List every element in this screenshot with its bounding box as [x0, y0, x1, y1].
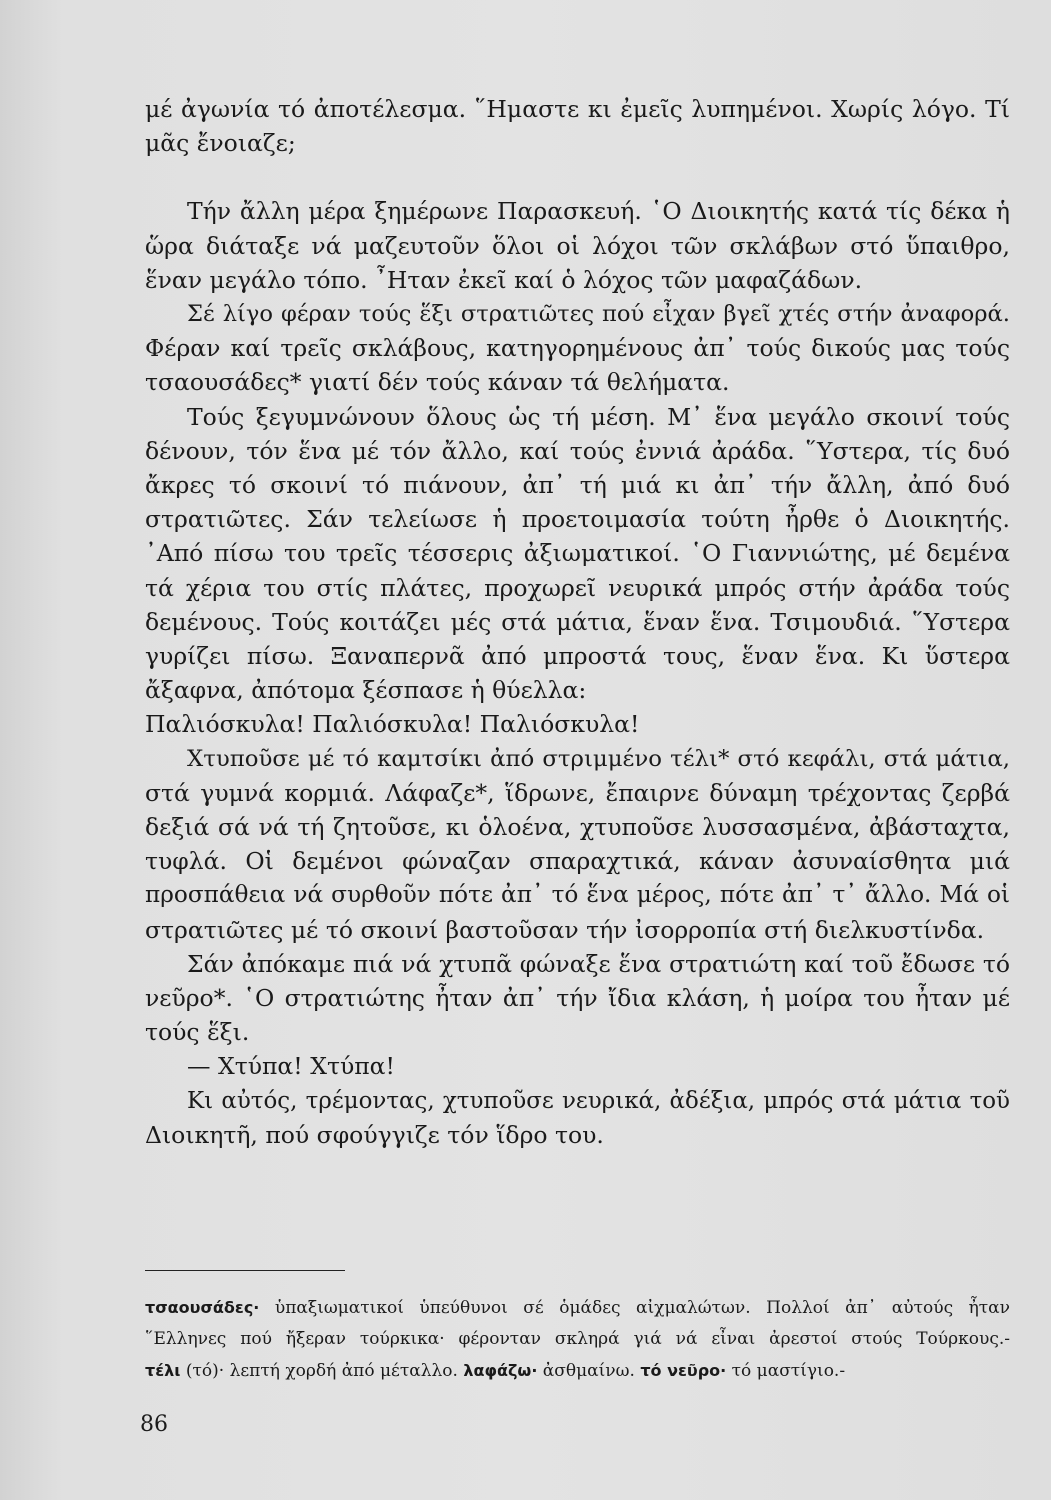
footnote-line — [145, 1355, 1010, 1387]
footnote-text: (τό)· λεπτή χορδή ἀπό μέταλλο. — [180, 1361, 464, 1381]
text-line: ἄκρες τό σκοινί τό πιάνουν, ἀπ᾽ τή μιά κι ἀπ᾽ τήν ἄλλη, ἀπό δυό — [145, 471, 1010, 500]
text-line: γυρίζει πίσω. Ξαναπερνᾶ ἀπό μπροστά τους, ἕναν ἕνα. Κι ὕστερα — [145, 642, 1010, 671]
text-line: δεξιά σά νά τή ζητοῦσε, κι ὁλοένα, χτυποῦσε λυσσασμένα, ἀβάσταχτα, — [145, 813, 1010, 842]
footnote-text: ἀσθμαίνω. — [537, 1361, 641, 1381]
text-line: — Χτύπα! Χτύπα! — [187, 1052, 395, 1081]
footnote-term: τέλι — [145, 1361, 181, 1380]
footnote-text: ὑπαξιωματικοί ὑπεύθυνοι σέ ὁμάδες αἰχμαλώτων. Πολλοί ἀπ᾽ αὐτούς ἦταν — [259, 1298, 1010, 1318]
footnote-divider — [145, 1270, 345, 1271]
text-line: Σάν ἀπόκαμε πιά νά χτυπᾶ φώναξε ἕνα στρατιώτη καί τοῦ ἔδωσε τό — [187, 949, 1010, 978]
text-line: στρατιῶτες μέ τό σκοινί βαστοῦσαν τήν ἰσορροπία στή διελκυστίνδα. — [145, 915, 985, 944]
text-line: Χτυποῦσε μέ τό καμτσίκι ἀπό στριμμένο τέλι* στό κεφάλι, στά μάτια, — [187, 745, 1010, 772]
text-line: Τήν ἄλλη μέρα ξημέρωνε Παρασκευή. ῾Ο Διοικητής κατά τίς δέκα ἡ — [187, 197, 1010, 226]
text-line: τυφλά. Οἱ δεμένοι φώναζαν σπαραχτικά, κάναν ἀσυναίσθητα μιά — [145, 847, 1010, 876]
text-line: στρατιῶτες. Σάν τελείωσε ἡ προετοιμασία τούτη ἦρθε ὁ Διοικητής. — [145, 505, 1010, 534]
page-number: 86 — [140, 1412, 168, 1437]
text-line: Παλιόσκυλα! Παλιόσκυλα! Παλιόσκυλα! — [145, 710, 640, 739]
footnotes — [145, 1292, 1010, 1387]
text-line: δεμένους. Τούς κοιτάζει μές στά μάτια, ἕναν ἕνα. Τσιμουδιά. ῞Υστερα — [145, 607, 1010, 636]
footnote-text: τό μαστίγιο.- — [726, 1361, 846, 1381]
footnote-line — [145, 1292, 1010, 1324]
text-line: Τούς ξεγυμνώνουν ὅλους ὡς τή μέση. Μ᾽ ἕνα μεγάλο σκοινί τούς — [187, 402, 1010, 431]
text-line: Διοικητῆ, πού σφούγγιζε τόν ἵδρο του. — [145, 1120, 604, 1149]
text-line: ὥρα διάταξε νά μαζευτοῦν ὅλοι οἱ λόχοι τῶν σκλάβων στό ὕπαιθρο, — [145, 231, 1010, 260]
text-line: προσπάθεια νά συρθοῦν πότε ἀπ᾽ τό ἕνα μέρος, πότε ἀπ᾽ τ᾽ ἄλλο. Μά οἱ — [145, 881, 1010, 909]
text-line: μέ ἀγωνία τό ἀποτέλεσμα. ῞Ημαστε κι ἐμεῖς λυπημένοι. Χωρίς λόγο. Τί — [145, 95, 1010, 123]
main-text — [145, 92, 1010, 1152]
footnote-term: τό νεῦρο· — [640, 1361, 727, 1380]
footnote-text: ῞Ελληνες πού ἤξεραν τούρκικα· φέρονταν σκληρά γιά νά εἶναι ἀρεστοί στούς Τούρκους.- — [145, 1329, 1010, 1349]
text-line: τά χέρια του στίς πλάτες, προχωρεῖ νευρικά μπρός στήν ἀράδα τούς — [145, 573, 1010, 602]
paragraph-gap — [145, 160, 1010, 194]
text-line: Σέ λίγο φέραν τούς ἕξι στρατιῶτες πού εἶχαν βγεῖ χτές στήν ἀναφορά. — [187, 301, 1010, 328]
text-line: Φέραν καί τρεῖς σκλάβους, κατηγορημένους ἀπ᾽ τούς δικούς μας τούς — [145, 334, 1010, 363]
text-line: ᾽Από πίσω του τρεῖς τέσσερις ἀξιωματικοί. ῾Ο Γιαννιώτης, μέ δεμένα — [145, 539, 1010, 568]
text-line: μᾶς ἔνοιαζε; — [145, 129, 296, 158]
text-line: τούς ἕξι. — [145, 1018, 250, 1047]
text-line: ἄξαφνα, ἀπότομα ξέσπασε ἡ θύελλα: — [145, 676, 587, 705]
text-line: στά γυμνά κορμιά. Λάφαζε*, ἵδρωνε, ἔπαιρνε δύναμη τρέχοντας ζερβά — [145, 778, 1010, 807]
footnote-term: τσαουσάδες· — [145, 1298, 260, 1317]
footnote-term: λαφάζω· — [463, 1361, 538, 1380]
text-line: τσαουσάδες* γιατί δέν τούς κάναν τά θελήματα. — [145, 368, 730, 397]
text-line: Κι αὐτός, τρέμοντας, χτυποῦσε νευρικά, ἀδέξια, μπρός στά μάτια τοῦ — [187, 1087, 1010, 1114]
text-line: δένουν, τόν ἕνα μέ τόν ἄλλο, καί τούς ἐννιά ἀράδα. ῞Υστερα, τίς δυό — [145, 436, 1010, 465]
text-line: ἕναν μεγάλο τόπο. ῏Ηταν ἐκεῖ καί ὁ λόχος τῶν μαφαζάδων. — [145, 265, 863, 294]
text-line: νεῦρο*. ῾Ο στρατιώτης ἦταν ἀπ᾽ τήν ἴδια κλάση, ἡ μοίρα του ἦταν μέ — [145, 984, 1010, 1013]
footnote-line — [145, 1324, 1010, 1355]
